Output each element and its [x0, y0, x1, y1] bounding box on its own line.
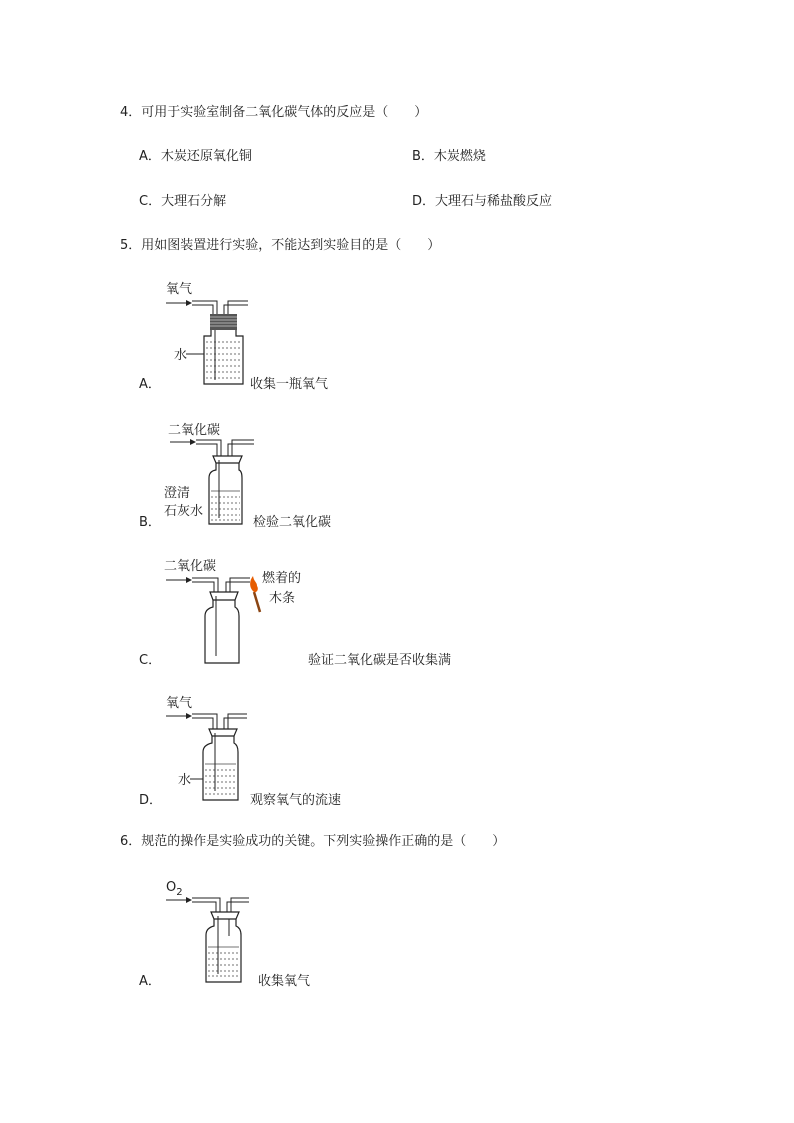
q5-b-letter: B． — [139, 515, 161, 530]
q5-c-gas-label: 二氧化碳 — [164, 559, 217, 574]
q6-stem: 6．规范的操作是实验成功的关键。下列实验操作正确的是（ ） — [120, 834, 506, 849]
q5-d-apparatus-diagram — [158, 693, 268, 805]
q4-stem: 4．可用于实验室制备二氧化碳气体的反应是（ ） — [120, 105, 428, 120]
q5-b-side-label-2: 石灰水 — [164, 504, 204, 519]
rubber-stopper-icon — [210, 592, 238, 600]
q5-c-caption: 验证二氧化碳是否收集满 — [308, 653, 452, 668]
gas-bottle-icon — [206, 919, 241, 982]
q5-a-apparatus-diagram — [158, 280, 268, 390]
q5-a-side-label: 水 — [174, 348, 188, 363]
q6-a-letter: A． — [139, 974, 161, 989]
gas-bottle-icon — [204, 330, 243, 384]
q5-c-stick-label-1: 燃着的 — [262, 571, 302, 586]
q5-b-gas-label: 二氧化碳 — [168, 423, 221, 438]
wood-stick-icon — [254, 592, 260, 612]
q5-a-caption: 收集一瓶氧气 — [250, 377, 329, 392]
q5-b-side-label-1: 澄清 — [164, 486, 191, 501]
q5-a-letter: A． — [139, 377, 161, 392]
q4-option-d: D．大理石与稀盐酸反应 — [412, 194, 553, 209]
gas-bottle-icon — [203, 736, 238, 800]
rubber-stopper-icon — [210, 314, 237, 330]
gas-bottle-icon — [205, 600, 239, 663]
flow-arrow-icon — [186, 300, 192, 306]
water-level-icon — [206, 342, 241, 378]
q6-a-apparatus-diagram — [158, 876, 268, 988]
rubber-stopper-icon — [211, 912, 239, 919]
water-level-icon — [208, 947, 239, 976]
q6-a-gas-label: $O_2$ — [166, 880, 183, 898]
q5-d-caption: 观察氧气的流速 — [250, 793, 342, 808]
q4-option-b: B．木炭燃烧 — [412, 149, 486, 164]
rubber-stopper-icon — [213, 456, 242, 463]
q6-a-caption: 收集氧气 — [258, 974, 311, 989]
q5-d-gas-label: 氧气 — [166, 696, 193, 711]
water-level-icon — [205, 764, 236, 794]
q5-d-side-label: 水 — [178, 773, 192, 788]
q5-d-letter: D． — [139, 793, 163, 808]
gas-bottle-icon — [209, 463, 242, 524]
q5-b-apparatus-diagram — [158, 418, 268, 530]
flow-arrow-icon — [190, 439, 196, 445]
q5-c-letter: C． — [139, 653, 162, 668]
q5-c-apparatus-diagram — [158, 556, 318, 668]
flow-arrow-icon — [186, 577, 192, 583]
lime-water-level-icon — [211, 491, 240, 520]
flow-arrow-icon — [186, 713, 192, 719]
q5-b-caption: 检验二氧化碳 — [253, 515, 332, 530]
flow-arrow-icon — [186, 897, 192, 903]
flame-icon — [250, 576, 258, 592]
q5-stem: 5．用如图装置进行实验，不能达到实验目的是（ ） — [120, 238, 441, 253]
q5-c-stick-label-2: 木条 — [269, 591, 296, 606]
q4-option-c: C．大理石分解 — [139, 194, 227, 209]
q5-a-gas-label: 氧气 — [166, 282, 193, 297]
rubber-stopper-icon — [209, 729, 237, 736]
q4-option-a: A．木炭还原氧化铜 — [139, 149, 252, 164]
